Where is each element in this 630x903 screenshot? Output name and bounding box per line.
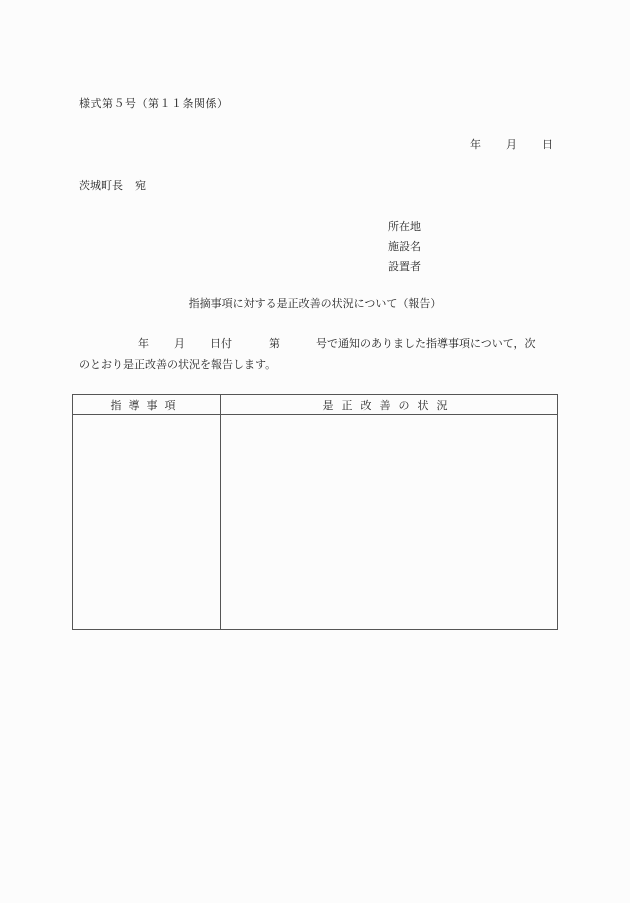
sender-address-label: 所在地	[388, 220, 421, 233]
notice-month-label: 月	[174, 337, 185, 350]
sender-facility-label: 施設名	[388, 240, 421, 253]
body-text-line1: 号で通知のありました指導事項について，次	[316, 337, 536, 350]
document-title-text: 指摘事項に対する是正改善の状況について（報告）	[188, 297, 442, 310]
addressee-name: 茨城町長	[79, 179, 123, 192]
header-correction-status: 是正改善の状況	[221, 395, 558, 415]
date-month-label: 月	[506, 138, 517, 151]
table-header-row	[73, 395, 558, 415]
form-number: 様式第５号（第１１条関係）	[79, 97, 229, 110]
body-paragraph-line2: のとおり是正改善の状況を報告します。	[79, 358, 277, 371]
notice-day-label: 日付	[210, 337, 232, 350]
report-table	[72, 394, 558, 630]
date-year-label: 年	[470, 138, 481, 151]
sender-block	[388, 217, 421, 277]
notice-year-label: 年	[138, 337, 149, 350]
sender-operator-label: 設置者	[388, 260, 421, 273]
table-row	[73, 415, 558, 630]
notice-number-prefix: 第	[269, 337, 280, 350]
correction-status-cell[interactable]	[221, 415, 558, 630]
document-title	[0, 297, 630, 311]
date-day-label: 日	[542, 138, 553, 151]
addressee-honorific: 宛	[135, 179, 146, 192]
body-paragraph-line1	[79, 337, 551, 351]
header-guidance-items: 指導事項	[73, 395, 221, 415]
addressee	[79, 179, 146, 193]
guidance-items-cell[interactable]	[73, 415, 221, 630]
